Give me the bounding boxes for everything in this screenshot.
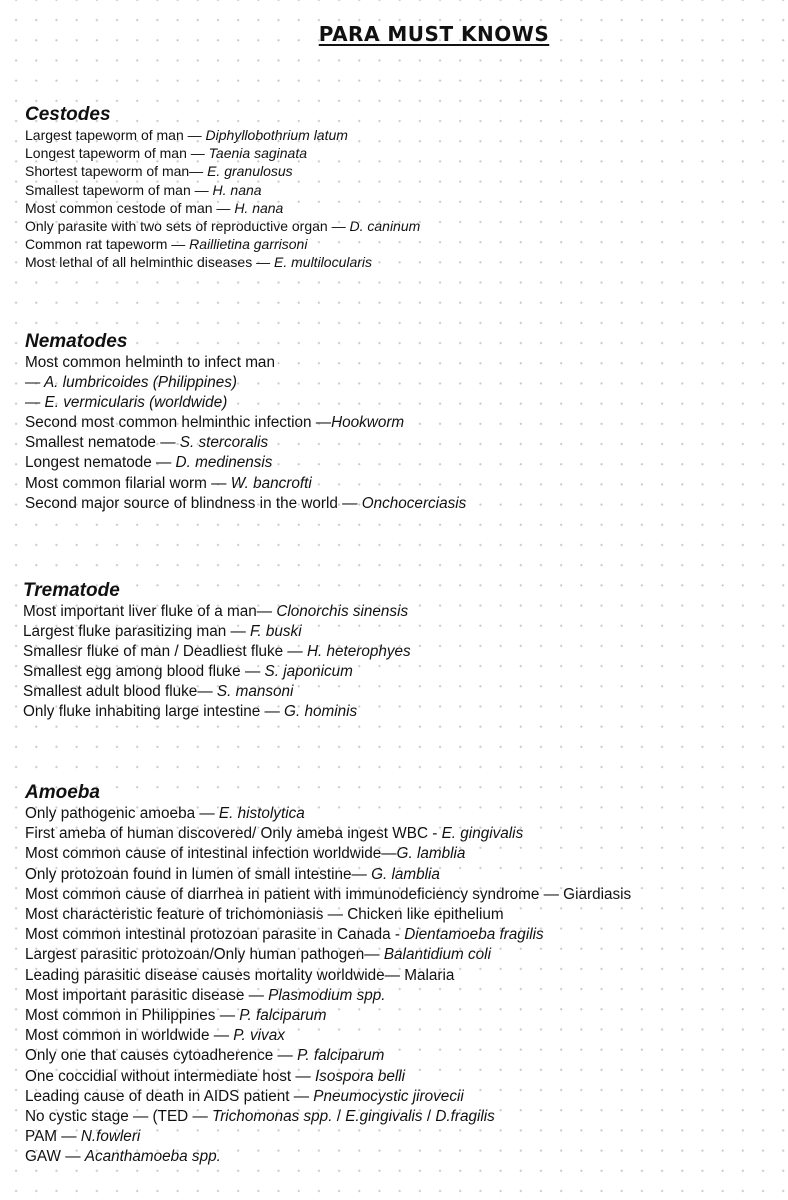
fact-line xyxy=(25,494,466,514)
fact-answer: Pneumocystic jirovecii xyxy=(313,1087,464,1105)
fact-text: Smallest adult blood fluke— xyxy=(23,683,217,701)
fact-text: Largest fluke parasitizing man — xyxy=(23,623,251,641)
fact-line xyxy=(23,682,411,702)
fact-text: Longest nematode — xyxy=(25,454,176,472)
fact-text: Smallest nematode — xyxy=(25,434,180,452)
fact-line xyxy=(25,253,420,271)
fact-answer: H. nana xyxy=(234,199,284,216)
fact-line xyxy=(25,804,631,824)
fact-line xyxy=(23,642,411,662)
fact-text: Most common helminth to infect man xyxy=(25,354,275,371)
fact-answer: E.gingivalis xyxy=(345,1108,423,1126)
fact-line xyxy=(25,844,631,864)
fact-answer: G. lamblia xyxy=(371,865,440,883)
fact-answer: E. multilocularis xyxy=(274,254,373,271)
section-nematodes xyxy=(25,331,466,514)
fact-line xyxy=(25,181,420,199)
fact-answer: Isospora belli xyxy=(314,1067,406,1085)
fact-answer: Diphyllobothrium latum xyxy=(205,127,348,143)
fact-line xyxy=(25,235,420,253)
fact-line xyxy=(25,885,631,905)
fact-text: Second major source of blindness in the world — xyxy=(25,494,362,512)
fact-text: Smallesr fluke of man / Deadliest fluke — xyxy=(23,643,307,661)
fact-text: Only fluke inhabiting large intestine — xyxy=(23,703,285,721)
fact-text: PAM — xyxy=(25,1128,81,1146)
fact-text: Second most common helminthic infection — xyxy=(25,414,332,432)
fact-text: Most common intestinal protozoan parasite in Canada - xyxy=(25,926,405,944)
fact-answer: — A. lumbricoides (Philippines) xyxy=(25,374,237,392)
fact-answer: H. nana xyxy=(212,181,262,198)
fact-line xyxy=(25,474,466,494)
fact-text: Most common cause of diarrhea in patient with immunodeficiency syndrome — Giardiasis xyxy=(25,885,632,903)
fact-answer: Dientamoeba fragilis xyxy=(404,926,544,944)
fact-answer: Balantidium coli xyxy=(383,946,491,964)
fact-answer: F. buski xyxy=(250,623,302,641)
fact-list xyxy=(25,126,420,272)
fact-line xyxy=(25,453,466,473)
fact-line xyxy=(25,373,466,393)
fact-text: Most common cestode of man — xyxy=(25,199,235,216)
fact-line xyxy=(23,602,411,622)
fact-text: Only protozoan found in lumen of small intestine— xyxy=(25,865,372,883)
fact-line xyxy=(25,433,466,453)
fact-text: Most characteristic feature of trichomoniasis — Chicken like epithelium xyxy=(25,906,504,924)
fact-answer: Clonorchis sinensis xyxy=(276,603,409,620)
page-title: PARA MUST KNOWS xyxy=(318,22,550,46)
fact-line xyxy=(23,662,411,682)
fact-list xyxy=(25,804,631,1168)
fact-text: First ameba of human discovered/ Only ameba ingest WBC - xyxy=(25,825,442,843)
fact-answer: S. mansoni xyxy=(216,683,294,701)
fact-answer: E. gingivalis xyxy=(441,825,524,843)
fact-text: / xyxy=(422,1108,436,1126)
fact-text: Shortest tapeworm of man— xyxy=(25,163,208,180)
fact-text: Most important parasitic disease — xyxy=(25,986,269,1004)
fact-text: Largest tapeworm of man — xyxy=(25,127,206,143)
fact-line xyxy=(25,217,420,235)
fact-answer: P. falciparum xyxy=(239,1007,327,1025)
fact-text: Leading parasitic disease causes mortality worldwide— Malaria xyxy=(25,966,455,984)
fact-text: Most common filarial worm — xyxy=(25,474,231,492)
fact-text: Leading cause of death in AIDS patient — xyxy=(25,1087,314,1105)
fact-line xyxy=(25,1006,631,1026)
fact-text: No cystic stage — (TED — xyxy=(25,1108,212,1126)
fact-line xyxy=(23,702,411,722)
fact-text: Most common cause of intestinal infection worldwide— xyxy=(25,845,397,863)
fact-line xyxy=(25,1067,631,1087)
fact-text: Most important liver fluke of a man— xyxy=(23,603,277,620)
fact-line xyxy=(25,1046,631,1066)
fact-line xyxy=(25,966,631,986)
fact-answer: P. vivax xyxy=(233,1027,285,1045)
fact-text: Longest tapeworm of man — xyxy=(25,145,209,162)
fact-text: / xyxy=(332,1108,346,1126)
fact-line xyxy=(25,1087,631,1107)
fact-answer: D. caninum xyxy=(349,218,421,235)
fact-line xyxy=(25,1147,631,1167)
section-amoeba xyxy=(25,782,631,1168)
fact-line xyxy=(23,622,411,642)
fact-line xyxy=(25,393,466,413)
fact-line xyxy=(25,905,631,925)
fact-answer: — E. vermicularis (worldwide) xyxy=(25,394,228,412)
section-trematode xyxy=(23,580,411,723)
fact-text: Most common in Philippines — xyxy=(25,1007,240,1025)
fact-answer: Trichomonas spp. xyxy=(212,1108,333,1126)
fact-line xyxy=(25,162,420,180)
fact-line xyxy=(25,925,631,945)
fact-answer: N.fowleri xyxy=(80,1128,141,1146)
fact-line xyxy=(25,353,466,373)
fact-line xyxy=(25,824,631,844)
fact-text: Only pathogenic amoeba — xyxy=(25,805,219,822)
fact-text: Smallest egg among blood fluke — xyxy=(23,663,265,681)
fact-line xyxy=(25,144,420,162)
fact-answer: S. japonicum xyxy=(264,663,353,681)
section-heading: Amoeba xyxy=(25,782,100,803)
fact-line xyxy=(25,1026,631,1046)
fact-text: GAW — xyxy=(25,1148,85,1166)
fact-line xyxy=(25,199,420,217)
fact-answer: E. histolytica xyxy=(218,805,305,822)
fact-text: Most lethal of all helminthic diseases — xyxy=(25,254,274,271)
fact-answer: Taenia saginata xyxy=(208,145,307,162)
fact-text: Largest parasitic protozoan/Only human pathogen— xyxy=(25,946,384,964)
fact-answer: H. heterophyes xyxy=(306,643,411,661)
fact-answer: E. granulosus xyxy=(207,163,293,180)
fact-line xyxy=(25,413,466,433)
fact-line xyxy=(25,945,631,965)
fact-line xyxy=(25,986,631,1006)
fact-answer: G. hominis xyxy=(284,703,358,721)
fact-answer: Onchocerciasis xyxy=(361,494,467,512)
fact-text: Smallest tapeworm of man — xyxy=(25,181,213,198)
fact-line xyxy=(25,1107,631,1127)
fact-line xyxy=(25,865,631,885)
fact-text: Only one that causes cytoadherence — xyxy=(25,1047,298,1065)
fact-answer: Plasmodium spp. xyxy=(268,986,386,1004)
fact-answer: Hookworm xyxy=(331,414,405,432)
fact-answer: P. falciparum xyxy=(297,1047,385,1065)
fact-answer: W. bancrofti xyxy=(230,474,312,492)
fact-answer: Raillietina garrisoni xyxy=(189,236,308,253)
fact-text: Only parasite with two sets of reproductive organ — xyxy=(25,218,350,235)
section-heading: Trematode xyxy=(23,580,120,601)
fact-text: Most common in worldwide — xyxy=(25,1027,234,1045)
fact-answer: D.fragilis xyxy=(435,1108,495,1126)
section-cestodes xyxy=(25,104,420,272)
section-heading: Cestodes xyxy=(25,104,111,125)
fact-answer: D. medinensis xyxy=(175,454,273,472)
section-heading: Nematodes xyxy=(25,331,128,352)
fact-text: Common rat tapeworm — xyxy=(25,236,190,253)
fact-line xyxy=(25,126,420,144)
fact-text: One coccidial without intermediate host — xyxy=(25,1067,315,1085)
fact-list xyxy=(25,353,466,514)
fact-answer: G. lamblia xyxy=(396,845,466,863)
fact-answer: S. stercoralis xyxy=(179,434,269,452)
fact-answer: Acanthamoeba spp. xyxy=(84,1148,221,1166)
fact-list xyxy=(23,602,411,723)
fact-line xyxy=(25,1127,631,1147)
